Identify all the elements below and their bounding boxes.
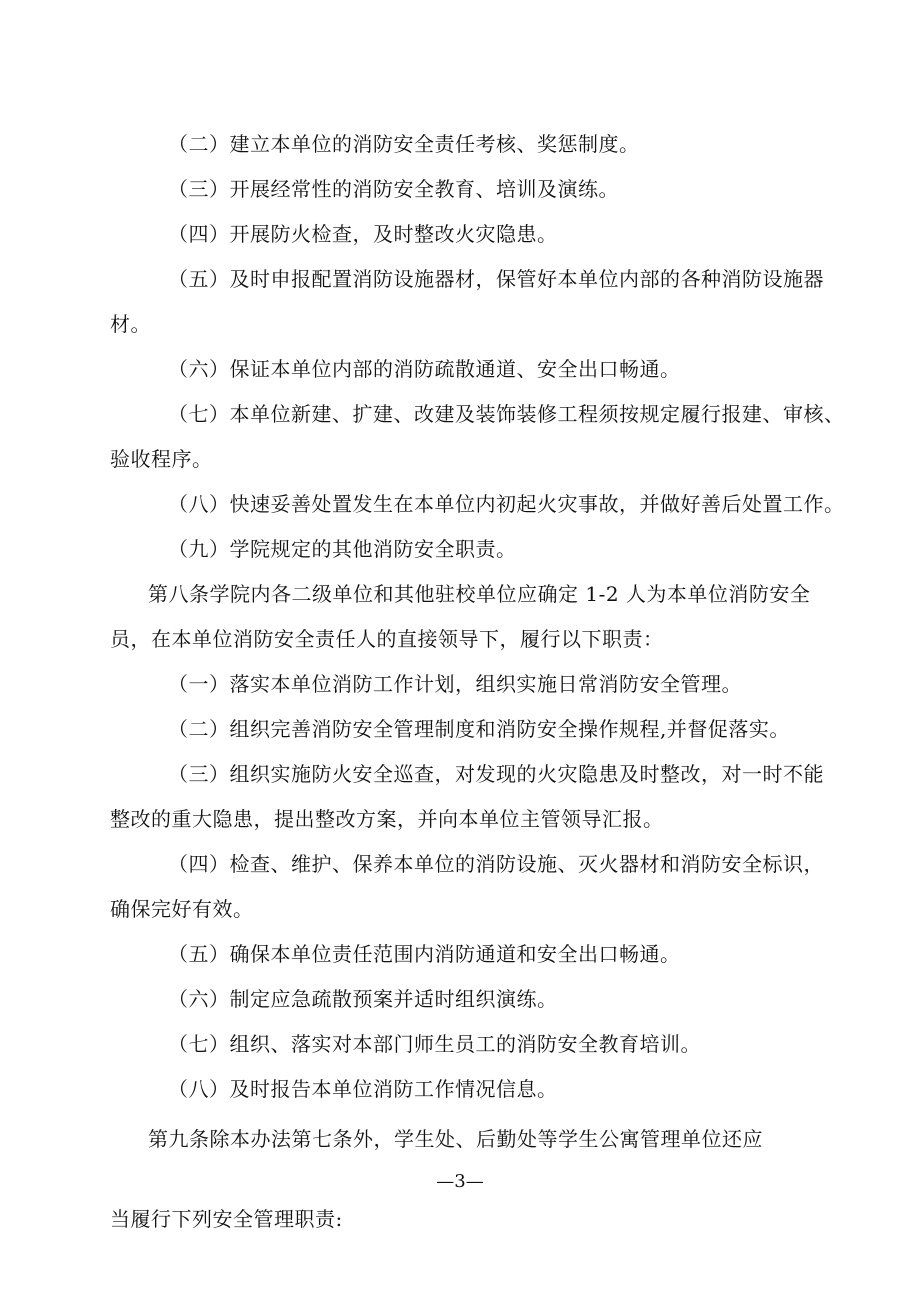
- text-line-15: （三）组织实施防火安全巡查，对发现的火灾隐患及时整改，对一时不能: [168, 762, 824, 786]
- text-line-1: （二）建立本单位的消防安全责任考核、奖惩制度。: [168, 132, 640, 156]
- text-line-24: 当履行下列安全管理职责:: [110, 1207, 343, 1231]
- text-line-21: （七）组织、落实对本部门师生员工的消防安全教育培训。: [168, 1032, 701, 1056]
- text-line-23: 第九条除本办法第七条外，学生处、后勤处等学生公寓管理单位还应: [148, 1127, 763, 1151]
- text-line-12: 员，在本单位消防安全责任人的直接领导下，履行以下职责：: [110, 627, 664, 651]
- text-line-20: （六）制定应急疏散预案并适时组织演练。: [168, 987, 558, 1011]
- text-line-13: （一）落实本单位消防工作计划，组织实施日常消防安全管理。: [168, 672, 742, 696]
- text-line-18: 确保完好有效。: [110, 897, 254, 921]
- text-line-7: （七）本单位新建、扩建、改建及装饰装修工程须按规定履行报建、审核、: [168, 402, 845, 426]
- text-line-11: 第八条学院内各二级单位和其他驻校单位应确定 1-2 人为本单位消防安全: [148, 582, 811, 606]
- text-line-3: （四）开展防火检查，及时整改火灾隐患。: [168, 222, 558, 246]
- text-line-2: （三）开展经常性的消防安全教育、培训及演练。: [168, 177, 619, 201]
- text-line-8: 验收程序。: [110, 447, 213, 471]
- text-line-9: （八）快速妥善处置发生在本单位内初起火灾事故，并做好善后处置工作。: [168, 492, 845, 516]
- text-line-22: （八）及时报告本单位消防工作情况信息。: [168, 1077, 558, 1101]
- text-line-5: 材。: [110, 312, 151, 336]
- text-line-10: （九）学院规定的其他消防安全职责。: [168, 537, 517, 561]
- text-line-16: 整改的重大隐患，提出整改方案，并向本单位主管领导汇报。: [110, 807, 664, 831]
- text-line-17: （四）检查、维护、保养本单位的消防设施、灭火器材和消防安全标识，: [168, 852, 824, 876]
- text-line-19: （五）确保本单位责任范围内消防通道和安全出口畅通。: [168, 942, 681, 966]
- page-number: —3—: [436, 1171, 484, 1192]
- text-line-14: （二）组织完善消防安全管理制度和消防安全操作规程,并督促落实。: [168, 717, 790, 741]
- text-line-4: （五）及时申报配置消防设施器材，保管好本单位内部的各种消防设施器: [168, 267, 824, 291]
- text-line-6: （六）保证本单位内部的消防疏散通道、安全出口畅通。: [168, 357, 681, 381]
